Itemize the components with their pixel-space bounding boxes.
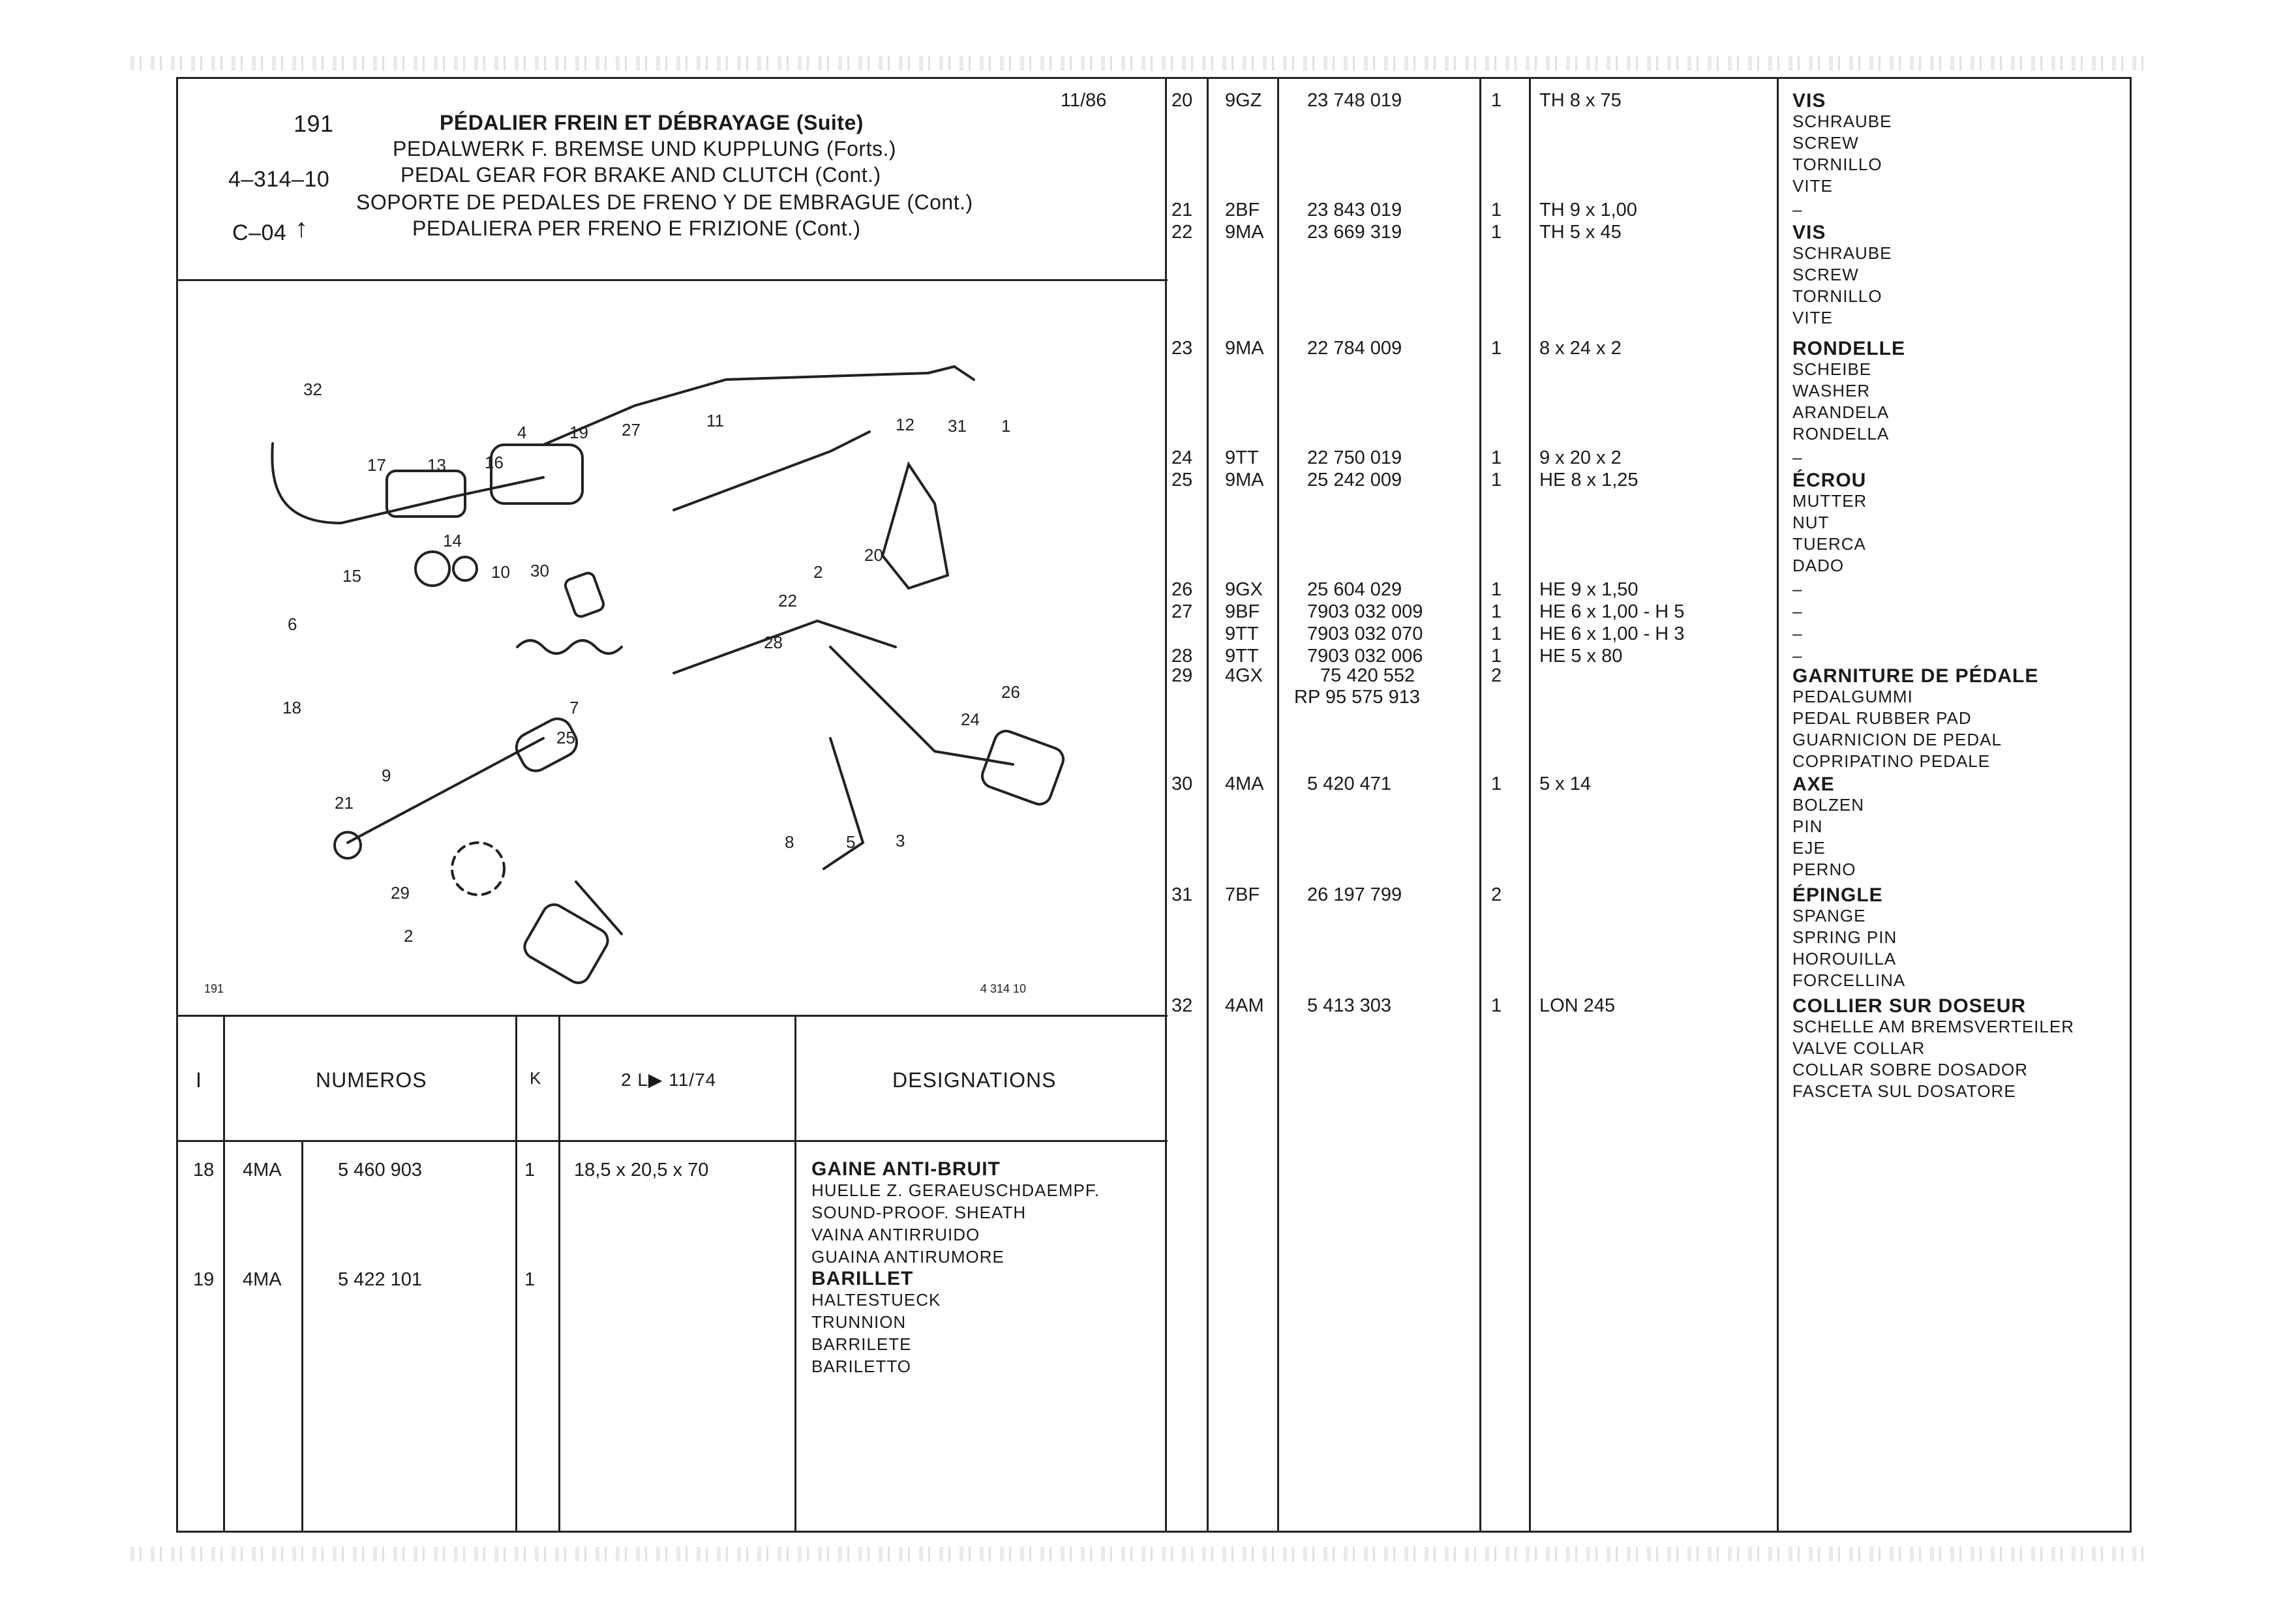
title-es: SOPORTE DE PEDALES DE FRENO Y DE EMBRAGUE (Cont.) — [356, 190, 973, 214]
col-right-index — [1207, 77, 1209, 1533]
spring-clip — [452, 843, 504, 895]
item-qty: 2 — [1491, 884, 1502, 905]
callout: 26 — [1001, 682, 1020, 702]
item-name: PIN — [1792, 817, 1823, 836]
item-ref: 22 750 019 — [1307, 447, 1402, 468]
drawing-caption-left: 191 — [204, 982, 224, 995]
item-qty: 1 — [1491, 601, 1502, 622]
item-number: 20 — [1171, 90, 1193, 111]
pivot-rod — [348, 738, 543, 843]
item-ref: 5 413 303 — [1307, 995, 1392, 1016]
callout: 2 — [813, 562, 823, 582]
drawing-caption-right: 4 314 10 — [980, 982, 1027, 995]
item-ref: 7903 032 070 — [1307, 623, 1423, 644]
item-ref: 75 420 552 — [1320, 665, 1415, 686]
item-name: SCREW — [1792, 265, 1859, 284]
item-name: VITE — [1792, 176, 1833, 196]
callout: 3 — [896, 831, 905, 850]
item-ref: 23 669 319 — [1307, 222, 1402, 243]
item-name: NUT — [1792, 513, 1830, 532]
return-spring — [517, 640, 622, 653]
item-qty: 1 — [1491, 646, 1502, 667]
bushing-10 — [453, 557, 477, 580]
item-name: HUELLE Z. GERAEUSCHDAEMPF. — [811, 1180, 1100, 1200]
item-name: FORCELLINA — [1792, 970, 1906, 990]
spacer-30 — [564, 571, 605, 618]
callout: 25 — [556, 728, 575, 747]
item-name: SCREW — [1792, 133, 1859, 153]
item-qty: 1 — [524, 1269, 536, 1290]
item-qty: 1 — [1491, 200, 1502, 220]
item-ref: 26 197 799 — [1307, 884, 1402, 905]
item-name: – — [1792, 579, 1803, 599]
item-name: ÉPINGLE — [1792, 884, 1883, 906]
item-name: GUARNICION DE PEDAL — [1792, 730, 2002, 749]
col-left-code — [301, 1140, 303, 1533]
item-ref: 5 422 101 — [338, 1269, 423, 1290]
item-spec: HE 5 x 80 — [1539, 646, 1623, 667]
item-name: SPANGE — [1792, 906, 1866, 925]
scan-noise-bottom — [130, 1547, 2152, 1561]
callout: 7 — [569, 698, 579, 717]
item-name: GUAINA ANTIRUMORE — [811, 1247, 1004, 1267]
item-name: SCHELLE AM BREMSVERTEILER — [1792, 1017, 2074, 1036]
item-ref: 22 784 009 — [1307, 338, 1402, 359]
pedal-pad-left — [521, 901, 612, 987]
item-name: HOROUILLA — [1792, 949, 1897, 969]
item-name: COLLIER SUR DOSEUR — [1792, 995, 2027, 1017]
callout: 32 — [303, 380, 322, 399]
item-number: 24 — [1171, 447, 1193, 468]
item-name: VALVE COLLAR — [1792, 1038, 1926, 1058]
callout: 5 — [846, 832, 856, 852]
item-number: 31 — [1171, 884, 1193, 905]
item-name: VAINA ANTIRRUIDO — [811, 1225, 980, 1244]
item-qty: 1 — [1491, 773, 1502, 794]
callout: 17 — [367, 455, 386, 475]
item-number: 25 — [1171, 470, 1193, 490]
item-code: 4GX — [1225, 665, 1263, 686]
item-name: PEDALGUMMI — [1792, 687, 1913, 706]
item-code: 9TT — [1225, 447, 1259, 468]
item-name: TRUNNION — [811, 1312, 907, 1332]
item-spec: TH 5 x 45 — [1539, 222, 1622, 243]
item-name: COPRIPATINO PEDALE — [1792, 751, 1991, 771]
item-spec: TH 8 x 75 — [1539, 90, 1622, 111]
col-right-ref — [1479, 77, 1481, 1533]
col-left-spec — [794, 1015, 796, 1533]
item-spec: HE 8 x 1,25 — [1539, 470, 1639, 490]
item-name: DADO — [1792, 556, 1845, 575]
item-ref: 5 420 471 — [1307, 773, 1392, 794]
item-name: TORNILLO — [1792, 155, 1882, 174]
item-name: RONDELLE — [1792, 338, 1905, 359]
item-qty: 1 — [1491, 995, 1502, 1016]
callout: 6 — [288, 614, 297, 634]
item-code: 4MA — [243, 1160, 282, 1180]
item-ref-alt: RP 95 575 913 — [1294, 687, 1420, 708]
pedal-pad-right — [979, 728, 1066, 807]
item-name: WASHER — [1792, 381, 1871, 400]
center-pedal — [824, 738, 863, 869]
item-name: PEDAL RUBBER PAD — [1792, 708, 1972, 728]
item-name: COLLAR SOBRE DOSADOR — [1792, 1060, 2028, 1079]
item-ref: 25 604 029 — [1307, 579, 1402, 600]
item-qty: 1 — [1491, 623, 1502, 644]
pivot-end — [335, 832, 361, 858]
item-code: 9MA — [1225, 338, 1264, 359]
item-name: RONDELLA — [1792, 424, 1890, 443]
clutch-pedal-arm — [674, 621, 896, 673]
item-code: 4AM — [1225, 995, 1264, 1016]
item-name: PERNO — [1792, 860, 1856, 879]
item-name: VITE — [1792, 308, 1833, 327]
item-name: BOLZEN — [1792, 795, 1865, 815]
item-qty: 1 — [1491, 90, 1502, 111]
item-qty: 1 — [1491, 579, 1502, 600]
pedal-shaft — [674, 432, 869, 510]
callout: 28 — [764, 633, 783, 652]
item-ref: 23 843 019 — [1307, 200, 1402, 220]
callout: 14 — [443, 531, 462, 550]
col-head-numeros: NUMEROS — [316, 1068, 427, 1092]
brake-pedal-arm — [830, 647, 1013, 764]
item-number: 26 — [1171, 579, 1193, 600]
item-qty: 2 — [1491, 665, 1502, 686]
pedal-gear-drawing — [178, 282, 1164, 1014]
callout: 2 — [404, 926, 414, 946]
callout: 16 — [485, 453, 504, 472]
item-ref: 7903 032 006 — [1307, 646, 1423, 667]
item-ref: 23 748 019 — [1307, 90, 1402, 111]
col-left-index — [223, 1015, 225, 1533]
col-right-qty — [1529, 77, 1531, 1533]
item-spec: 9 x 20 x 2 — [1539, 447, 1622, 468]
item-number: 29 — [1171, 665, 1193, 686]
title-fr: PÉDALIER FREIN ET DÉBRAYAGE (Suite) — [440, 111, 864, 134]
item-name: – — [1792, 623, 1803, 643]
callout: 12 — [896, 415, 914, 434]
divider-colhead-bottom — [176, 1140, 1168, 1142]
col-head-qty: K — [530, 1068, 542, 1088]
item-name: SCHRAUBE — [1792, 243, 1892, 263]
item-name: EJE — [1792, 838, 1826, 858]
item-code: 9GZ — [1225, 90, 1262, 111]
item-name: AXE — [1792, 773, 1835, 795]
item-code: 9MA — [1225, 222, 1264, 243]
item-qty: 1 — [1491, 447, 1502, 468]
item-spec: 5 x 14 — [1539, 773, 1591, 794]
callout: 1 — [1001, 416, 1011, 436]
item-code: 9BF — [1225, 601, 1260, 622]
item-spec: 18,5 x 20,5 x 70 — [574, 1160, 709, 1180]
item-spec: LON 245 — [1539, 995, 1616, 1016]
item-qty: 1 — [1491, 470, 1502, 490]
item-name: SCHEIBE — [1792, 359, 1872, 379]
item-name: BARRILETE — [811, 1334, 912, 1354]
item-name: MUTTER — [1792, 491, 1867, 511]
item-name: ÉCROU — [1792, 470, 1867, 491]
item-name: HALTESTUECK — [811, 1290, 941, 1310]
col-right-spec — [1777, 77, 1779, 1533]
callout: 24 — [961, 710, 980, 729]
item-number: 18 — [193, 1160, 215, 1180]
item-name: VIS — [1792, 90, 1826, 112]
item-spec: HE 6 x 1,00 - H 3 — [1539, 623, 1685, 644]
bushing-15 — [415, 552, 449, 586]
callout: 15 — [342, 566, 361, 586]
callout: 8 — [785, 832, 794, 852]
item-spec: TH 9 x 1,00 — [1539, 200, 1637, 220]
item-name: SPRING PIN — [1792, 927, 1897, 947]
callout: 10 — [491, 562, 510, 582]
page-number: 191 — [294, 110, 334, 137]
item-code: 9GX — [1225, 579, 1263, 600]
pedal-stem — [576, 882, 622, 934]
item-code: 2BF — [1225, 200, 1260, 220]
callout: 31 — [948, 416, 967, 436]
item-name: ARANDELA — [1792, 402, 1890, 422]
cable-end — [928, 367, 974, 380]
item-name: TUERCA — [1792, 534, 1866, 554]
col-left-ref — [515, 1015, 517, 1533]
item-name: SOUND-PROOF. SHEATH — [811, 1203, 1027, 1222]
title-de: PEDALWERK F. BREMSE UND KUPPLUNG (Forts.) — [393, 137, 897, 160]
item-name: BARILETTO — [811, 1357, 912, 1376]
item-code: 9TT — [1225, 646, 1259, 667]
servo-cap — [491, 445, 582, 503]
item-number: 32 — [1171, 995, 1193, 1016]
item-code: 4MA — [1225, 773, 1264, 794]
item-name: VIS — [1792, 222, 1826, 243]
callout: 11 — [706, 411, 724, 430]
item-ref: 25 242 009 — [1307, 470, 1402, 490]
callout: 18 — [282, 698, 301, 717]
page-date: 11/86 — [1061, 90, 1107, 111]
col-right-code — [1277, 77, 1279, 1533]
item-spec: HE 6 x 1,00 - H 5 — [1539, 601, 1685, 622]
item-name: – — [1792, 200, 1803, 219]
title-it: PEDALIERA PER FRENO E FRIZIONE (Cont.) — [412, 217, 861, 240]
title-en: PEDAL GEAR FOR BRAKE AND CLUTCH (Cont.) — [400, 163, 881, 187]
clutch-cable — [543, 373, 928, 445]
item-name: – — [1792, 601, 1803, 621]
col-head-model: 2 L▶ 11/74 — [621, 1070, 717, 1090]
callout: 9 — [382, 766, 391, 785]
item-number: 30 — [1171, 773, 1193, 794]
item-name: GARNITURE DE PÉDALE — [1792, 665, 2039, 687]
callout: 21 — [335, 793, 354, 813]
item-code: 7BF — [1225, 884, 1260, 905]
arrow-icon: ↑ — [295, 214, 308, 243]
item-ref: 5 460 903 — [338, 1160, 423, 1180]
callout: 20 — [864, 545, 883, 565]
item-ref: 7903 032 009 — [1307, 601, 1423, 622]
callout: 29 — [391, 883, 410, 903]
item-code: 9MA — [1225, 470, 1264, 490]
item-name: FASCETA SUL DOSATORE — [1792, 1081, 2016, 1101]
col-head-designations: DESIGNATIONS — [892, 1068, 1057, 1092]
ref-code: C–04 — [232, 220, 287, 245]
item-qty: 1 — [1491, 338, 1502, 359]
item-number: 22 — [1171, 222, 1193, 243]
item-qty: 1 — [524, 1160, 536, 1180]
col-left-qty — [558, 1015, 560, 1533]
callout: 30 — [530, 561, 549, 580]
item-name: TORNILLO — [1792, 286, 1882, 306]
item-spec: 8 x 24 x 2 — [1539, 338, 1622, 359]
callout: 22 — [778, 591, 797, 610]
item-number: 28 — [1171, 646, 1193, 667]
item-qty: 1 — [1491, 222, 1502, 243]
divider-drawing-bottom — [176, 1015, 1168, 1017]
item-name: SCHRAUBE — [1792, 112, 1892, 131]
item-name: BARILLET — [811, 1268, 914, 1289]
pedal-bracket — [883, 464, 948, 588]
callout: 19 — [569, 423, 588, 442]
item-spec: HE 9 x 1,50 — [1539, 579, 1639, 600]
scan-noise-top — [130, 56, 2152, 70]
item-name: GAINE ANTI-BRUIT — [811, 1158, 1001, 1180]
item-code: 4MA — [243, 1269, 282, 1290]
item-code: 9TT — [1225, 623, 1259, 644]
callout: 4 — [517, 423, 527, 442]
item-number: 27 — [1171, 601, 1193, 622]
item-number: 23 — [1171, 338, 1193, 359]
group-code: 4–314–10 — [228, 167, 330, 192]
callout: 27 — [622, 420, 641, 440]
item-number: 19 — [193, 1269, 215, 1290]
divider-header — [176, 279, 1168, 281]
callout: 13 — [427, 455, 446, 475]
col-head-index: I — [196, 1068, 202, 1092]
divider-center — [1165, 77, 1167, 1533]
item-number: 21 — [1171, 200, 1193, 220]
item-name: – — [1792, 646, 1803, 665]
item-name: – — [1792, 447, 1803, 467]
